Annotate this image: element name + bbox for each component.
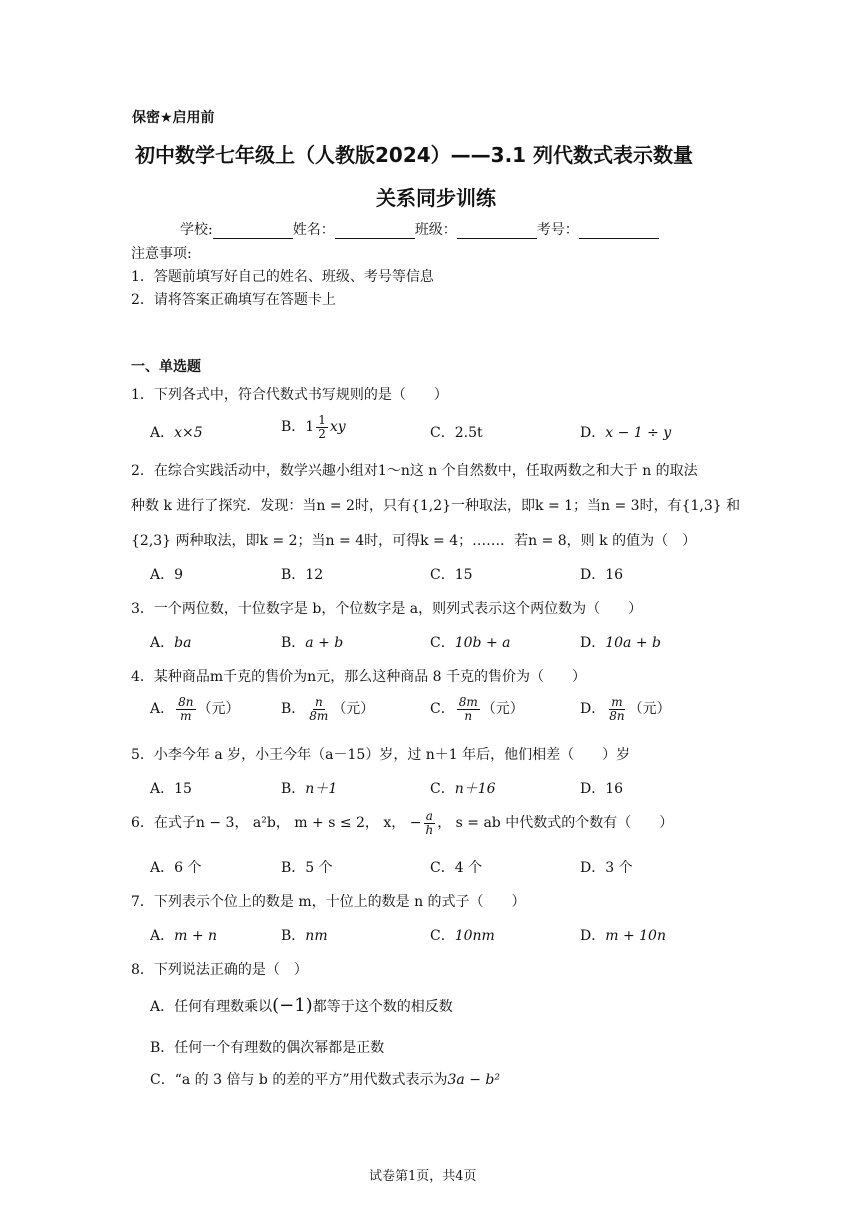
q2-option-c[interactable]: C．15: [430, 567, 473, 583]
q2-option-d[interactable]: D．16: [580, 567, 624, 583]
q2-option-a[interactable]: A．9: [150, 567, 184, 583]
class-label: 班级：: [414, 222, 457, 238]
name-label: 姓名：: [292, 222, 335, 238]
question-7-stem: 7．下列表示个位上的数是 m，十位上的数是 n 的式子（ ）: [131, 894, 526, 910]
q3-option-b[interactable]: B．a + b: [281, 635, 344, 651]
q6-option-d[interactable]: D．3 个: [580, 860, 633, 876]
page-title-line2: 关系同步训练: [376, 186, 496, 210]
school-field[interactable]: [213, 224, 293, 239]
q6-option-c[interactable]: C．4 个: [430, 860, 483, 876]
q4-option-d[interactable]: D． $\frac{m}{8n}$ （元）: [580, 695, 671, 723]
q5-option-b[interactable]: B．n＋1: [281, 781, 338, 797]
question-6-stem: 6．在式子n − 3， a²b， m + s ≤ 2， x， − $\frac{a}{h}$ ， s = ab 中代数式的个数有（ ）: [131, 809, 674, 837]
question-3-stem: 3．一个两位数，十位数字是 b，个位数字是 a，则列式表示这个两位数为（ ）: [131, 601, 643, 617]
number-label: 考号：: [536, 222, 579, 238]
question-4-stem: 4．某种商品m千克的售价为n元，那么这种商品 8 千克的售价为（ ）: [131, 669, 587, 685]
q6-option-a[interactable]: A．6 个: [150, 860, 202, 876]
page-title-line1: 初中数学七年级上（人教版2024）——3.1 列代数式表示数量: [135, 143, 694, 167]
q7-option-a[interactable]: A．m + n: [150, 928, 218, 944]
notes-title: 注意事项:: [131, 246, 192, 262]
q3-option-d[interactable]: D．10a + b: [580, 635, 661, 651]
school-label: 学校:: [180, 222, 213, 238]
question-2-line1: 2．在综合实践活动中，数学兴趣小组对1～n这 n 个自然数中，任取两数之和大于 n 的取法: [131, 463, 698, 479]
question-8-stem: 8．下列说法正确的是（ ）: [131, 962, 308, 978]
question-1-stem: 1．下列各式中，符合代数式书写规则的是（ ）: [131, 387, 448, 403]
q5-option-a[interactable]: A．15: [150, 781, 192, 797]
q4-option-b[interactable]: B． $\frac{n}{8m}$ （元）: [281, 695, 375, 723]
q8-option-c[interactable]: C．“a 的 3 倍与 b 的差的平方”用代数式表示为3a − b²: [150, 1072, 500, 1088]
q1-option-d[interactable]: D．x − 1 ÷ y: [580, 425, 672, 441]
q4-option-a[interactable]: A． $\frac{8n}{m}$ （元）: [150, 695, 240, 723]
page-footer: 试卷第1页，共4页: [369, 1169, 477, 1184]
confidential-label: 保密★启用前: [132, 110, 215, 126]
q6-option-b[interactable]: B．5 个: [281, 860, 333, 876]
notes-item-1: 1．答题前填写好自己的姓名、班级、考号等信息: [131, 269, 434, 285]
q7-option-c[interactable]: C．10nm: [430, 928, 495, 944]
q5-option-d[interactable]: D．16: [580, 781, 624, 797]
student-info-line: [180, 219, 659, 239]
notes-item-2: 2．请将答案正确填写在答题卡上: [131, 292, 336, 308]
section-heading: 一、单选题: [131, 359, 201, 375]
q1-option-b[interactable]: B．1 $\frac{1}{2}$ xy: [281, 413, 346, 441]
q3-option-a[interactable]: A．ba: [150, 635, 192, 651]
q2-option-b[interactable]: B．12: [281, 567, 324, 583]
question-5-stem: 5．小李今年 a 岁，小王今年（a－15）岁，过 n＋1 年后，他们相差（ ）岁: [131, 747, 631, 763]
q4-option-c[interactable]: C． $\frac{8m}{n}$ （元）: [430, 695, 524, 723]
class-field[interactable]: [457, 224, 537, 239]
number-field[interactable]: [579, 224, 659, 239]
name-field[interactable]: [335, 224, 415, 239]
q1-option-c[interactable]: C．2.5t: [430, 425, 483, 441]
q5-option-c[interactable]: C．n＋16: [430, 781, 496, 797]
q8-option-a[interactable]: A．任何有理数乘以(−1)都等于这个数的相反数: [150, 995, 453, 1016]
question-2-line3: {2,3} 两种取法，即k = 2；当n = 4时，可得k = 4；……．若n = 8，则 k 的值为（ ）: [131, 533, 697, 549]
q1-option-a[interactable]: A．x×5: [150, 425, 203, 441]
q3-option-c[interactable]: C．10b + a: [430, 635, 511, 651]
question-2-line2: 种数 k 进行了探究．发现：当n = 2时，只有{1,2}一种取法，即k = 1；当n = 3时，有{1,3} 和: [131, 498, 741, 514]
q7-option-d[interactable]: D．m + 10n: [580, 928, 666, 944]
q8-option-b[interactable]: B．任何一个有理数的偶次幂都是正数: [150, 1040, 385, 1056]
q7-option-b[interactable]: B．nm: [281, 928, 328, 944]
